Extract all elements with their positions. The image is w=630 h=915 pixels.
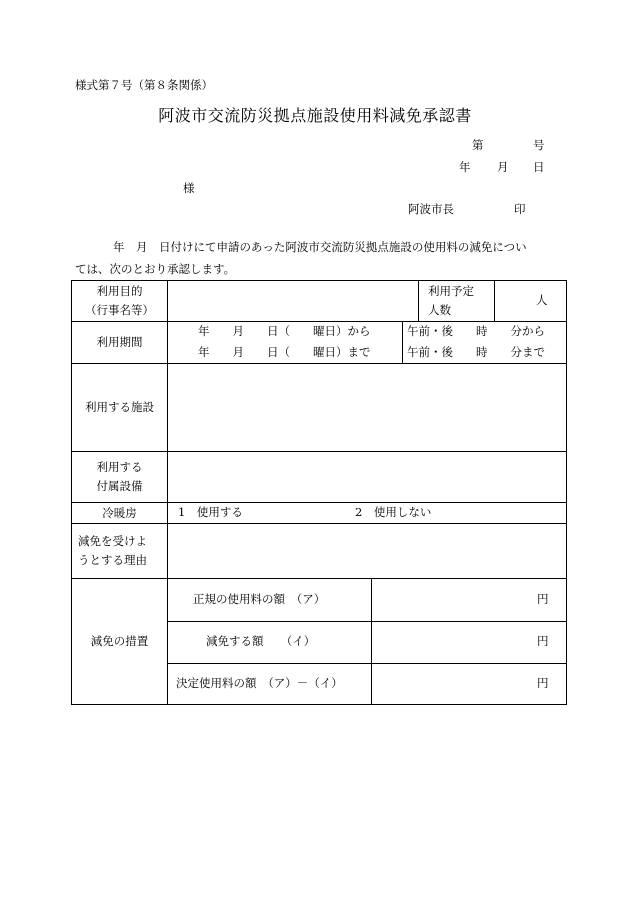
regular-fee-label: 正規の使用料の額 （ア） xyxy=(193,592,326,606)
facility-field[interactable] xyxy=(168,364,566,451)
equipment-field[interactable] xyxy=(168,452,566,502)
issuer-mayor: 阿波市長 xyxy=(408,202,454,216)
period-to-date[interactable]: 年 月 日（ 曜日）まで xyxy=(198,345,371,359)
people-unit: 人 xyxy=(536,293,548,307)
date-day: 日 xyxy=(533,160,545,174)
number-suffix: 号 xyxy=(533,138,545,152)
period-label: 利用期間 xyxy=(96,335,143,350)
aircon-option-use[interactable]: 1 使用する xyxy=(178,505,243,519)
date-month: 月 xyxy=(497,160,509,174)
seal-mark: 印 xyxy=(514,202,526,216)
body-text-line-2: ては、次のとおり承認します。 xyxy=(75,262,236,276)
final-fee-label: 決定使用料の額 （ア）－（イ） xyxy=(176,676,343,690)
body-text-line-1: 年 月 日付けにて申請のあった阿波市交流防災拠点施設の使用料の減免につい xyxy=(113,240,527,254)
document-title: 阿波市交流防災拠点施設使用料減免承認書 xyxy=(158,106,472,125)
date-year: 年 xyxy=(459,160,471,174)
purpose-field[interactable] xyxy=(168,281,418,321)
reduction-label: 減免する額 （イ） xyxy=(206,634,316,648)
reason-field[interactable] xyxy=(168,524,566,578)
purpose-label: 利用目的 （行事名等） xyxy=(85,284,154,317)
final-fee-yen: 円 xyxy=(537,676,549,690)
reduction-yen: 円 xyxy=(537,634,549,648)
people-label: 利用予定 人数 xyxy=(428,284,474,317)
facility-label: 利用する施設 xyxy=(85,400,154,415)
period-from-time[interactable]: 午前・後 時 分から xyxy=(407,324,545,338)
period-from-date[interactable]: 年 月 日（ 曜日）から xyxy=(198,324,371,338)
addressee-honorific: 様 xyxy=(183,181,195,195)
aircon-label: 冷暖房 xyxy=(102,505,137,520)
regular-fee-yen: 円 xyxy=(537,592,549,606)
equipment-label: 利用する 付属設備 xyxy=(96,460,143,493)
measure-label: 減免の措置 xyxy=(90,634,149,649)
period-to-time[interactable]: 午前・後 時 分まで xyxy=(407,345,545,359)
form-number: 様式第７号（第８条関係） xyxy=(75,78,213,92)
number-prefix: 第 xyxy=(472,138,484,152)
aircon-option-not-use[interactable]: 2 使用しない xyxy=(355,505,432,519)
reason-label: 減免を受けよ うとする理由 xyxy=(78,534,147,567)
